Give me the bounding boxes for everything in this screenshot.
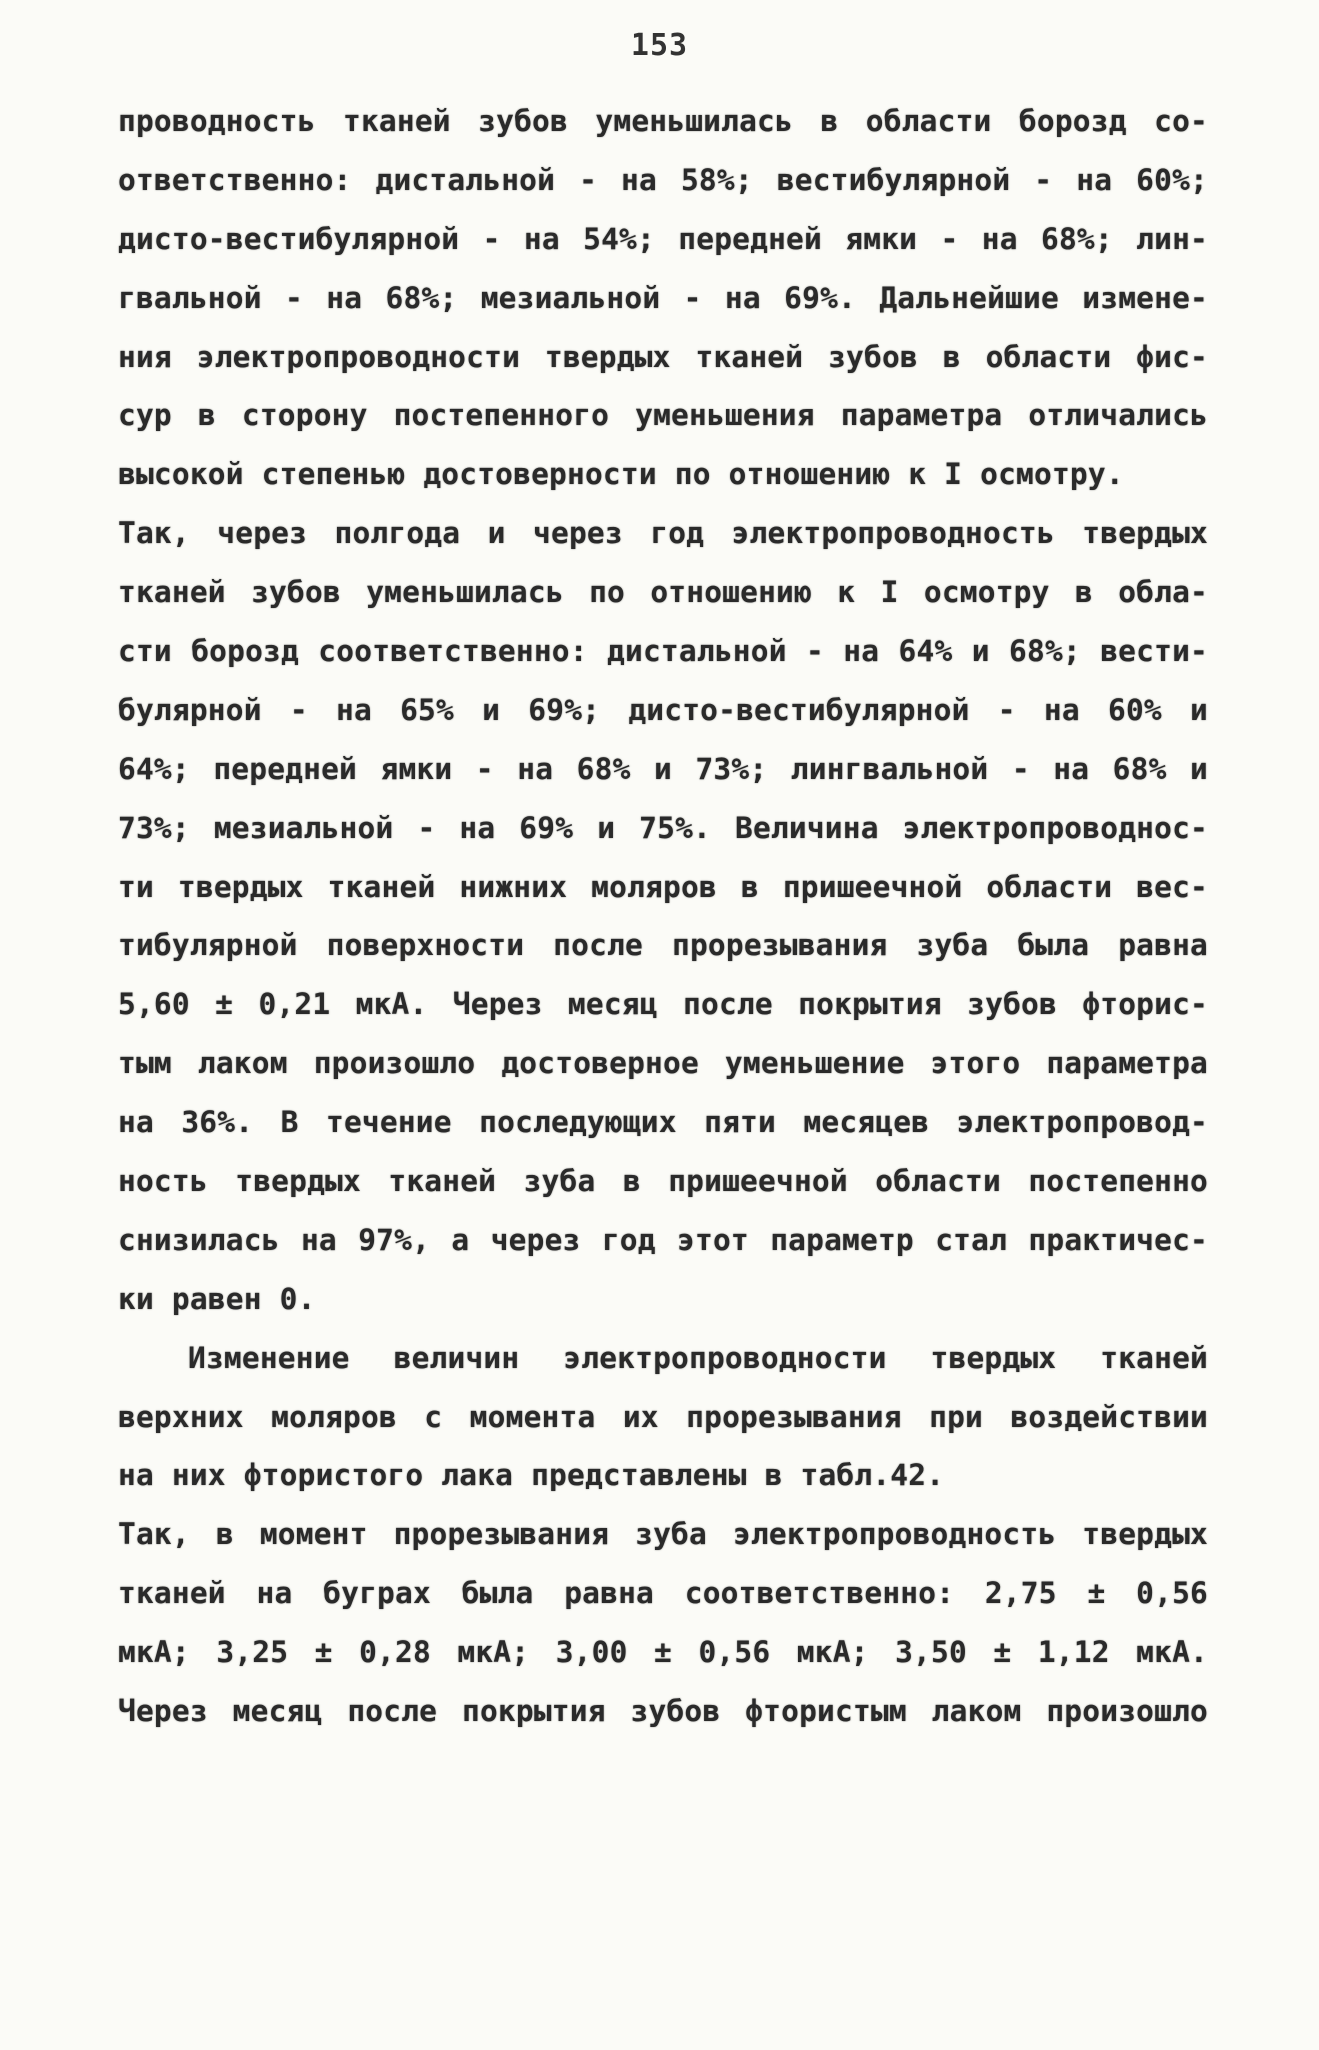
page-number: 153 [630,28,689,63]
text-line: Так, в момент прорезывания зуба электропроводность твердых [118,1517,1208,1552]
text-line: сур в сторону постепенного уменьшения параметра отличались [118,398,1208,433]
text-line: мкА; 3,25 ± 0,28 мкА; 3,00 ± 0,56 мкА; 3,50 ± 1,12 мкА. [118,1635,1208,1670]
text-line: тым лаком произошло достоверное уменьшение этого параметра [118,1046,1208,1081]
text-line: 64%; передней ямки - на 68% и 73%; лингвальной - на 68% и [118,751,1208,786]
text-line: снизилась на 97%, а через год этот параметр стал практичес- [118,1222,1208,1257]
text-line: на них фтористого лака представлены в табл.42. [118,1458,945,1493]
text-line: Изменение величин электропроводности твердых тканей [188,1340,1208,1375]
text-line: Через месяц после покрытия зубов фтористым лаком произошло [118,1694,1208,1729]
body-text [118,92,1208,1741]
text-line: тибулярной поверхности после прорезывания зуба была равна [118,928,1208,963]
text-line: булярной - на 65% и 69%; дисто-вестибулярной - на 60% и [118,692,1208,727]
text-line: ответственно: дистальной - на 58%; вестибулярной - на 60%; [118,162,1208,197]
text-line: ность твердых тканей зуба в пришеечной области постепенно [118,1164,1208,1199]
text-line: проводность тканей зубов уменьшилась в области борозд со- [118,104,1208,138]
text-line: 5,60 ± 0,21 мкА. Через месяц после покрытия зубов фторис- [118,987,1208,1022]
text-line: 73%; мезиальной - на 69% и 75%. Величина электропроводнос- [118,810,1208,845]
text-line: тканей зубов уменьшилась по отношению к I осмотру в обла- [118,575,1208,610]
text-line: сти борозд соответственно: дистальной - на 64% и 68%; вести- [118,634,1208,669]
text-line: высокой степенью достоверности по отношению к I осмотру. [118,457,1124,492]
text-line: ния электропроводности твердых тканей зубов в области фис- [118,339,1208,374]
text-line: гвальной - на 68%; мезиальной - на 69%. Дальнейшие измене- [118,280,1208,315]
text-line: ки равен 0. [118,1281,316,1316]
text-line: верхних моляров с момента их прорезывания при воздействии [118,1399,1208,1434]
text-line: Так, через полгода и через год электропроводность твердых [118,516,1208,551]
text-line: на 36%. В течение последующих пяти месяцев электропровод- [118,1105,1208,1140]
text-line: ти твердых тканей нижних моляров в пришеечной области вес- [118,869,1208,904]
text-line: тканей на буграх была равна соответственно: 2,75 ± 0,56 [118,1576,1208,1611]
text-line: дисто-вестибулярной - на 54%; передней ямки - на 68%; лин- [118,221,1208,256]
